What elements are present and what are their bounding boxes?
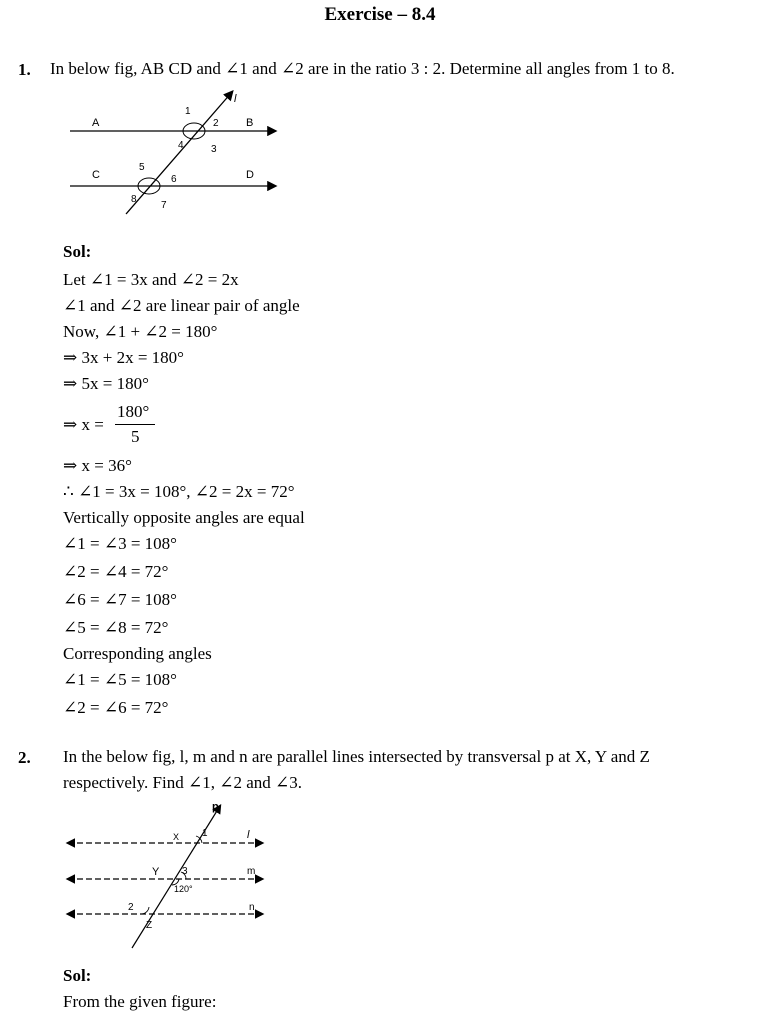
q1-line-6: ⇒ x = 36° [63,456,132,475]
fraction-denominator: 5 [131,427,140,446]
label-d: D [246,169,254,181]
q1-sol-label: Sol: [63,242,92,261]
label-1: 1 [185,106,191,117]
label-x: X [173,832,180,842]
q1-line-13: Corresponding angles [63,644,212,663]
label-8: 8 [131,194,137,205]
q1-line-1: Let ∠1 = 3x and ∠2 = 2x [63,270,239,289]
label-c: C [92,169,100,181]
question-2-number: 2. [18,748,31,767]
q1-line-12: ∠5 = ∠8 = 72° [63,618,169,637]
question-2-text-line-2: respectively. Find ∠1, ∠2 and ∠3. [63,773,302,792]
q1-line-8: Vertically opposite angles are equal [63,508,305,527]
label-y: Y [152,866,160,878]
figure-1 [60,86,290,216]
label-a: A [92,117,100,129]
q1-line-4: ⇒ 3x + 2x = 180° [63,348,184,367]
q1-line-11: ∠6 = ∠7 = 108° [63,590,177,609]
label-120: 120° [174,884,193,894]
page-title: Exercise – 8.4 [324,4,436,25]
fraction-bar [115,424,155,425]
label-l: l [247,829,250,841]
q1-line-14: ∠1 = ∠5 = 108° [63,670,177,689]
q1-line-7: ∴ ∠1 = 3x = 108°, ∠2 = 2x = 72° [63,482,295,501]
label-2: 2 [128,902,134,913]
q1-line-2: ∠1 and ∠2 are linear pair of angle [63,296,300,315]
q1-line-10: ∠2 = ∠4 = 72° [63,562,169,581]
question-1-number: 1. [18,60,31,79]
label-2: 2 [213,118,219,129]
label-6: 6 [171,174,177,185]
question-2-text-line-1: In the below fig, l, m and n are parallel lines intersected by transversal p at X, Y and Z [63,747,650,766]
label-3: 3 [182,866,188,877]
figure-2 [62,798,272,950]
q1-line-3: Now, ∠1 + ∠2 = 180° [63,322,218,341]
fraction-numerator: 180° [117,402,150,421]
q1-fraction [63,402,183,450]
label-l: l [234,93,237,105]
q1-line-15: ∠2 = ∠6 = 72° [63,698,169,717]
label-m: m [247,866,256,877]
q2-sol-label: Sol: [63,966,92,985]
label-z: Z [146,920,153,931]
q1-line-9: ∠1 = ∠3 = 108° [63,534,177,553]
label-1: 1 [202,828,208,839]
label-n: n [249,902,255,913]
angle-arc-2 [142,907,149,914]
label-7: 7 [161,200,167,211]
fraction-prefix: ⇒ x = [63,415,104,434]
label-b: B [246,117,254,129]
label-5: 5 [139,162,145,173]
question-1-text: In below fig, AB CD and ∠1 and ∠2 are in the ratio 3 : 2. Determine all angles from 1 to 8. [50,59,675,78]
label-4: 4 [178,140,184,151]
label-p: p [212,801,219,813]
q2-line-1: From the given figure: [63,992,217,1011]
label-3: 3 [211,144,217,155]
q1-line-5: ⇒ 5x = 180° [63,374,149,393]
